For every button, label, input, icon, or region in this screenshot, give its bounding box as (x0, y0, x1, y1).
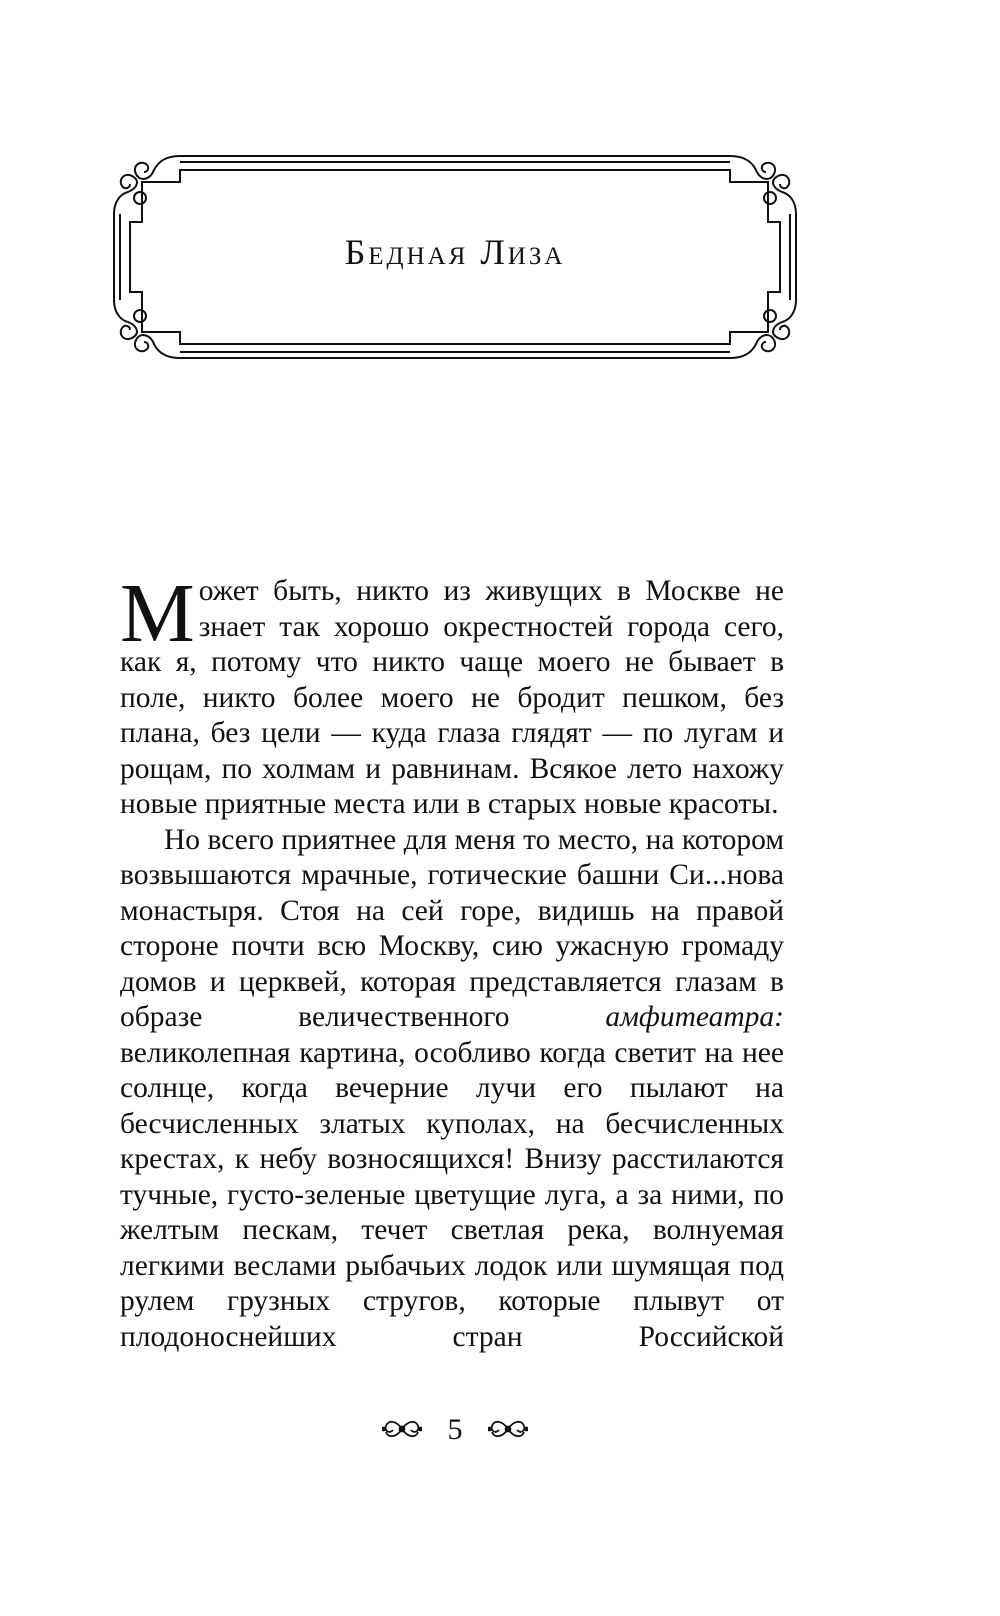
paragraph-1-text: ожет быть, никто из живущих в Москве не знает так хорошо окрестностей города сего, как я, потому что никто чаще моего не бывает в поле, никто более моего не бродит пешком, без плана, без цели — куда глаза глядят — по лугам и рощам, по холмам и равнинам. Всякое лето нахожу новые приятные места или в старых новые красоты. (120, 575, 784, 820)
page-number: 5 (447, 1413, 463, 1446)
chapter-title-frame (110, 152, 800, 362)
paragraph-2-italic: амфитеатра: (605, 1001, 784, 1033)
chapter-title: Бедная Лиза (344, 232, 566, 272)
paragraph-2-text-b: великолепная картина, особливо когда светит на нее солнце, когда вечерние лучи его пылают на бесчисленных златых куполах, на бесчисленных крестах, к небу возносящихся! Внизу расстилаются тучные, густо-зеленые цветущие луга, а за ними, по желтым пескам, течет светлая река, волнуемая легкими веслами рыбачьих лодок или шумящая под рулем грузных стругов, которые плывут от плодоноснейших стран Российской (120, 1036, 784, 1353)
drop-cap: М (120, 567, 195, 660)
paragraph-2-text-a: Но всего приятнее для меня то место, на котором возвышаются мрачные, готические башни Си...нова монастыря. Стоя на сей горе, видишь на правой стороне почти всю Москву, сию ужасную громаду домов и церквей, которая представляется глазам в образе величественного (120, 823, 784, 1033)
page-folio (380, 1410, 530, 1450)
body-text (120, 567, 784, 1355)
fleuron-right-icon (488, 1416, 528, 1442)
paragraph-2 (120, 823, 784, 1356)
paragraph-1 (120, 567, 784, 823)
